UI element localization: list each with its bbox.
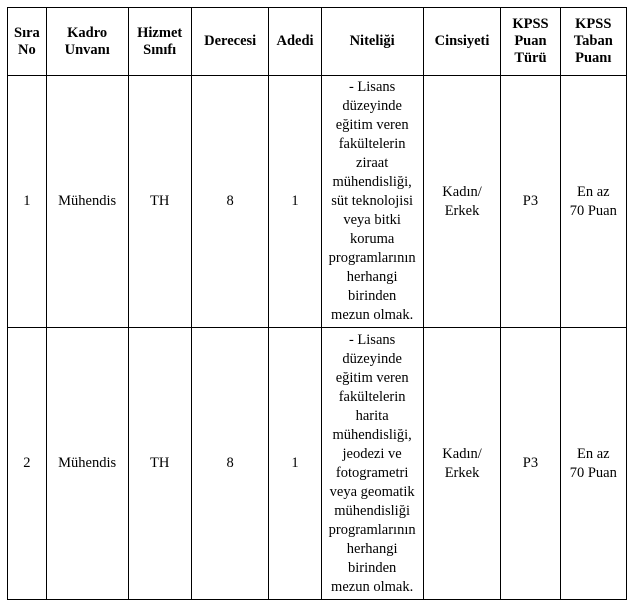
header-niteligi: Niteliği — [321, 8, 423, 76]
cell-niteligi: - Lisans düzeyinde eğitim veren fakültelerin ziraat mühendisliği, süt teknolojisi veya bitki koruma programlarının herhangi birinden mezun olmak. — [321, 76, 423, 328]
header-sira-no: Sıra No — [8, 8, 47, 76]
cell-derecesi: 8 — [191, 76, 269, 328]
cell-kadro-unvani: Mühendis — [46, 76, 128, 328]
cell-cinsiyeti: Kadın/ Erkek — [423, 76, 501, 328]
header-kadro-unvani: Kadro Unvanı — [46, 8, 128, 76]
table-row — [8, 328, 627, 600]
cell-hizmet-sinifi: TH — [128, 76, 191, 328]
cell-hizmet-sinifi: TH — [128, 328, 191, 600]
cell-kpss-puan-turu: P3 — [501, 76, 560, 328]
cell-cinsiyeti: Kadın/ Erkek — [423, 328, 501, 600]
cell-sira-no: 1 — [8, 76, 47, 328]
header-adedi: Adedi — [269, 8, 321, 76]
position-requirements-table — [7, 7, 627, 600]
header-kpss-taban-puani: KPSS Taban Puanı — [560, 8, 626, 76]
cell-niteligi: - Lisans düzeyinde eğitim veren fakültelerin harita mühendisliği, jeodezi ve fotogrametri veya geomatik mühendisliği programlarının herhangi birinden mezun olmak. — [321, 328, 423, 600]
table-row — [8, 76, 627, 328]
cell-derecesi: 8 — [191, 328, 269, 600]
header-derecesi: Derecesi — [191, 8, 269, 76]
cell-sira-no: 2 — [8, 328, 47, 600]
cell-kadro-unvani: Mühendis — [46, 328, 128, 600]
cell-adedi: 1 — [269, 328, 321, 600]
cell-kpss-taban-puani: En az 70 Puan — [560, 328, 626, 600]
cell-adedi: 1 — [269, 76, 321, 328]
cell-kpss-puan-turu: P3 — [501, 328, 560, 600]
header-cinsiyeti: Cinsiyeti — [423, 8, 501, 76]
table-header-row — [8, 8, 627, 76]
header-hizmet-sinifi: Hizmet Sınıfı — [128, 8, 191, 76]
header-kpss-puan-turu: KPSS Puan Türü — [501, 8, 560, 76]
cell-kpss-taban-puani: En az 70 Puan — [560, 76, 626, 328]
